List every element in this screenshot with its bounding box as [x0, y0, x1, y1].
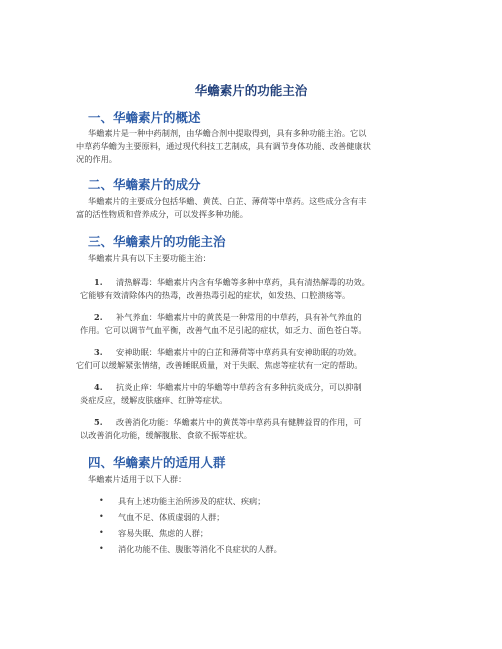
paragraph-line: 中草药华蟾为主要原料，通过现代科技工艺制成，具有调节身体功能、改善健康状 — [76, 141, 371, 151]
paragraph-line: 富的活性物质和营养成分，可以发挥多种功能。 — [76, 209, 248, 219]
bullet-icon: • — [99, 496, 104, 505]
paragraph-line: 华蟾素片的主要成分包括华蟾、黄芪、白芷、薄荷等中草药。这些成分含有丰 — [88, 196, 367, 206]
item-continuation: 以改善消化功能，缓解腹胀、食欲不振等症状。 — [80, 430, 252, 440]
item-number: 4. — [94, 382, 103, 392]
item-text: 抗炎止痒：华蟾素片中的华蟾等中草药含有多种抗炎成分，可以抑制 — [116, 382, 362, 392]
section-heading-functions: 三、华蟾素片的功能主治 — [88, 234, 226, 249]
section-heading-ingredients: 二、华蟾素片的成分 — [88, 177, 201, 192]
item-continuation: 它能够有效清除体内的热毒，改善热毒引起的症状，如发热、口腔溃疡等。 — [80, 290, 351, 300]
item-number: 2. — [94, 312, 103, 322]
document-title: 华蟾素片的功能主治 — [194, 83, 308, 98]
paragraph-line: 况的作用。 — [76, 154, 117, 164]
bullet-text: 容易失眠、焦虑的人群； — [118, 528, 209, 538]
item-text: 改善消化功能：华蟾素片中的黄芪等中草药具有健脾益胃的作用，可 — [116, 417, 362, 427]
paragraph-line: 华蟾素片是一种中药制剂，由华蟾合剂中提取得到，具有多种功能主治。它以 — [88, 128, 367, 138]
bullet-text: 具有上述功能主治所涉及的症状、疾病； — [118, 496, 266, 506]
item-text: 补气养血：华蟾素片中的黄芪是一种常用的中草药，具有补气养血的 — [116, 312, 362, 322]
item-continuation: 炎症反应，缓解皮肤瘙痒、红肿等症状。 — [80, 395, 228, 405]
item-text: 清热解毒：华蟾素片内含有华蟾等多种中草药，具有清热解毒的功效。 — [116, 277, 370, 287]
section-heading-audience: 四、华蟾素片的适用人群 — [88, 455, 226, 470]
item-continuation: 作用。它可以调节气血平衡，改善气血不足引起的症状，如乏力、面色苍白等。 — [80, 325, 367, 335]
section-intro: 华蟾素片适用于以下人群： — [88, 474, 187, 484]
item-number: 1. — [94, 277, 103, 287]
numbered-item — [94, 416, 362, 429]
numbered-item — [94, 311, 362, 324]
bullet-icon: • — [99, 528, 104, 537]
section-heading-overview: 一、华蟾素片的概述 — [88, 110, 201, 125]
item-number: 5. — [94, 417, 103, 427]
item-number: 3. — [94, 347, 103, 357]
item-continuation: 它们可以缓解紧张情绪，改善睡眠质量，对于失眠、焦虑等症状有一定的帮助。 — [76, 360, 363, 370]
bullet-icon: • — [99, 544, 104, 553]
numbered-item — [94, 276, 370, 289]
bullet-text: 消化功能不佳、腹胀等消化不良症状的人群。 — [118, 544, 282, 554]
section-intro: 华蟾素片具有以下主要功能主治： — [88, 253, 211, 263]
bullet-icon: • — [99, 512, 104, 521]
numbered-item — [94, 381, 362, 394]
bullet-text: 气血不足、体质虚弱的人群； — [118, 512, 225, 522]
numbered-item — [94, 346, 362, 359]
item-text: 安神助眠：华蟾素片中的白芷和薄荷等中草药具有安神助眠的功效。 — [116, 347, 362, 357]
